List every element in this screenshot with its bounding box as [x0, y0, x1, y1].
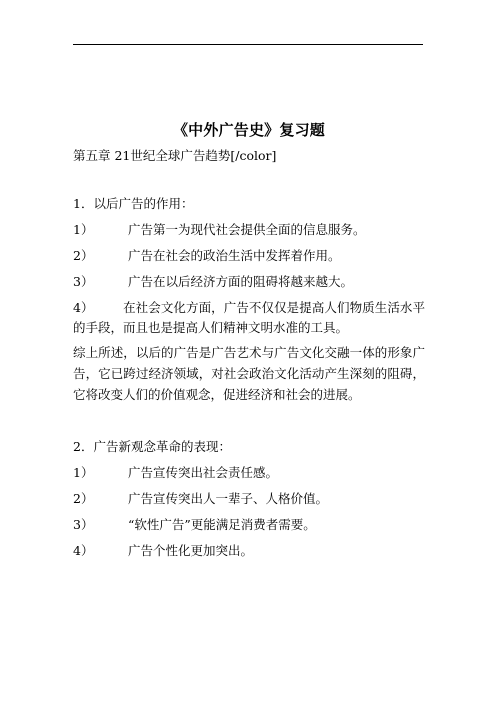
- item-text: 广告第一为现代社会提供全面的信息服务。: [128, 222, 366, 237]
- header-rule: [73, 44, 423, 45]
- list-item: [73, 541, 425, 561]
- spacer: [73, 166, 425, 186]
- item-number: 3）: [73, 517, 94, 532]
- item-number: 1）: [73, 222, 94, 237]
- document-title: 《中外广告史》复习题: [172, 121, 325, 139]
- spacer: [73, 409, 425, 429]
- list-item: [73, 246, 425, 266]
- list-item: [73, 272, 425, 292]
- item-text: 在社会文化方面，广告不仅仅是提高人们物质生活水平的手段，而且也是提高人们精神文明水准的工具。: [73, 300, 425, 335]
- list-item: [73, 220, 425, 240]
- item-number: 4）: [73, 300, 94, 315]
- item-text: 广告宣传突出社会责任感。: [128, 465, 279, 480]
- item-text: 广告个性化更加突出。: [128, 543, 254, 558]
- list-item: [73, 298, 425, 338]
- item-text: 广告在以后经济方面的阻碍将越来越大。: [128, 274, 354, 289]
- item-number: 2）: [73, 248, 94, 263]
- item-text: 广告在社会的政治生活中发挥着作用。: [128, 248, 341, 263]
- item-text: 广告宣传突出人一辈子、人格价值。: [128, 491, 329, 506]
- section-heading-2: 2．广告新观念革命的表现：: [73, 439, 231, 454]
- item-number: 3）: [73, 274, 94, 289]
- list-item: [73, 515, 425, 535]
- chapter-subtitle: 第五章 21世纪全球广告趋势[/color]: [73, 148, 277, 163]
- summary-paragraph: 综上所述，以后的广告是广告艺术与广告文化交融一体的形象广告，它已跨过经济领域，对社会政治文化活动产生深刻的阻碍，它将改变人们的价值观念，促进经济和社会的进展。: [73, 345, 425, 402]
- item-text: “软性广告”更能满足消费者需要。: [128, 517, 316, 532]
- item-number: 4）: [73, 543, 94, 558]
- item-number: 2）: [73, 491, 94, 506]
- list-item: [73, 463, 425, 483]
- list-item: [73, 489, 425, 509]
- section-heading-1: 1．以后广告的作用：: [73, 196, 194, 211]
- document-body: [73, 120, 425, 567]
- item-number: 1）: [73, 465, 94, 480]
